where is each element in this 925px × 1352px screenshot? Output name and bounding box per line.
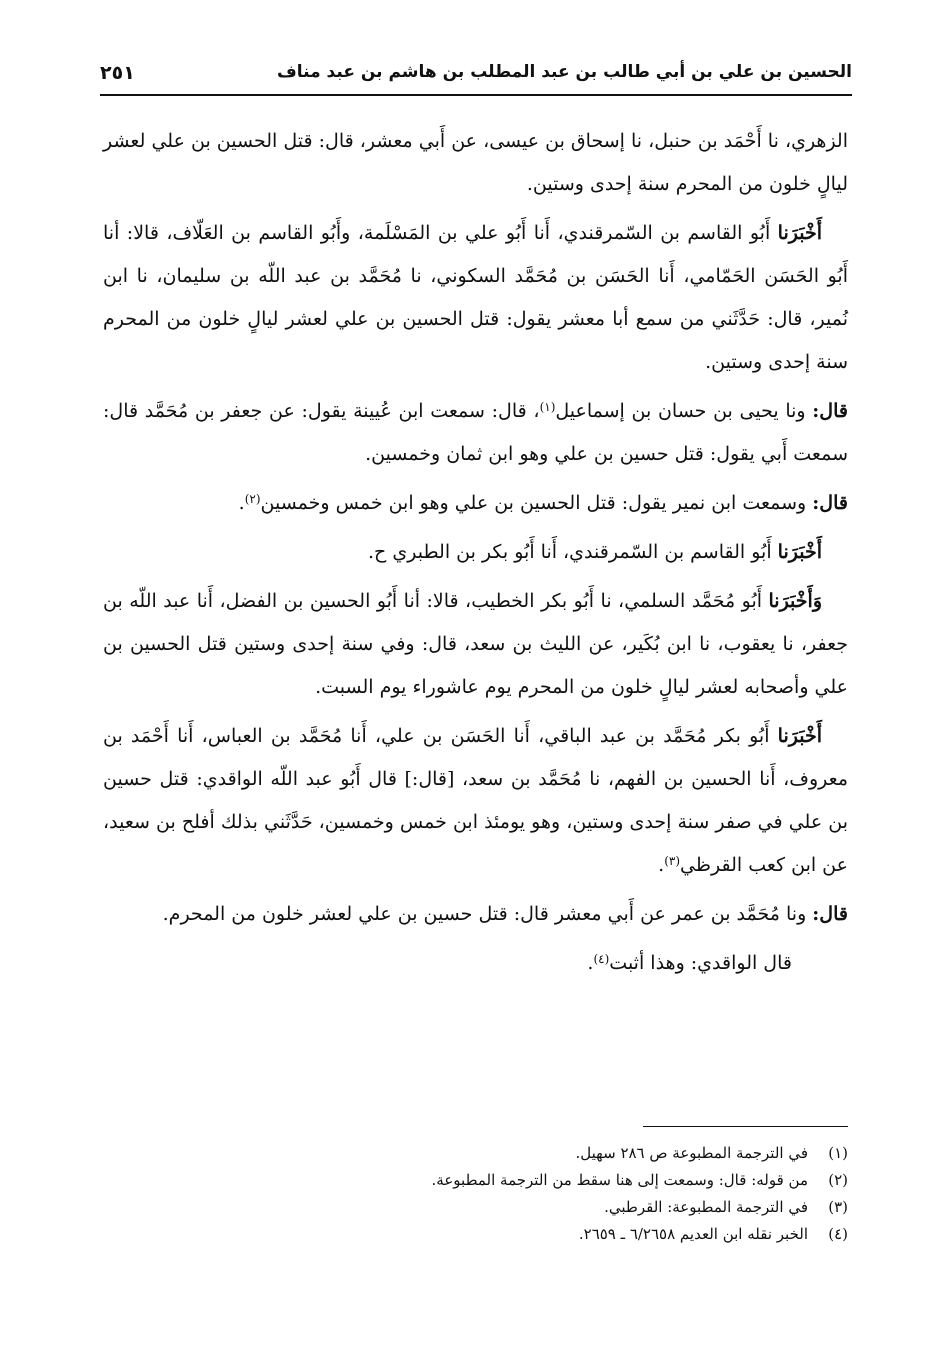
paragraph-text: . (587, 952, 594, 974)
paragraph-text: ونا مُحَمَّد بن عمر عن أَبي معشر قال: قتل حسين بن علي لعشر خلون من المحرم. (162, 903, 807, 925)
paragraph-6 (103, 580, 848, 709)
footnotes (300, 1140, 848, 1248)
paragraph-lead: أَخْبَرَنا (777, 725, 822, 747)
paragraph-lead: قال: (812, 400, 848, 422)
footnote-item (300, 1194, 848, 1221)
paragraph-5 (103, 531, 848, 574)
footnote-marker[interactable]: (٤) (593, 952, 610, 966)
footnote-marker[interactable]: (٣) (664, 854, 681, 868)
paragraph-text: أَبُو القاسم بن السّمرقندي، أَنا أَبُو بكر بن الطبري ح. (368, 541, 772, 563)
paragraph-text: قال الواقدي: وهذا أثبت (609, 952, 792, 974)
paragraph-8 (103, 893, 848, 936)
paragraph-text: أَبُو القاسم بن السّمرقندي، أَنا أَبُو علي بن المَسْلَمة، وأَبُو القاسم بن العَلّاف، قالا: أنا أَبُو الحَسَن الحَمّامي، أَنا الحَسَن بن مُحَمَّد السكوني، نا مُحَمَّد بن عبد اللّه بن سليمان، نا ابن نُمير، قال: حَدَّثَني من سمع أبا معشر يقول: قتل الحسين بن علي لعشر ليالٍ خلون من المحرم سنة إحدى وستين. (103, 222, 848, 373)
paragraph-text: ، قال: سمعت ابن عُيينة يقول: عن جعفر بن مُحَمَّد قال: سمعت أَبي يقول: قتل حسين بن علي وهو ابن ثمان وخمسين. (103, 400, 848, 465)
footnote-number: (٤) (828, 1225, 848, 1243)
paragraph-lead: أَخْبَرَنا (777, 222, 822, 244)
paragraph-2 (103, 212, 848, 384)
running-header-title: الحسين بن علي بن أبي طالب بن عبد المطلب بن هاشم بن عبد مناف (277, 62, 852, 82)
paragraph-lead: قال: (812, 903, 848, 925)
paragraph-4 (103, 482, 848, 525)
paragraph-text: وسمعت ابن نمير يقول: قتل الحسين بن علي وهو ابن خمس وخمسين (260, 492, 807, 514)
footnote-text: في الترجمة المطبوعة ص ٢٨٦ سهيل. (575, 1144, 808, 1162)
paragraph-lead: وَأَخْبَرَنا (768, 590, 822, 612)
paragraph-text: أَبُو مُحَمَّد السلمي، نا أَبُو بكر الخطيب، قالا: أنا أَبُو الحسين بن الفضل، أَنا عبد اللّه بن جعفر، نا يعقوب، نا ابن بُكَير، عن الليث بن سعد، قال: وفي سنة إحدى وستين قتل الحسين بن علي وأصحابه لعشر ليالٍ خلون من المحرم يوم عاشوراء يوم السبت. (103, 590, 848, 698)
paragraph-3 (103, 390, 848, 476)
header-divider (100, 94, 852, 96)
footnote-text: الخبر نقله ابن العديم ٦/٢٦٥٨ ـ ٢٦٥٩. (578, 1225, 808, 1243)
footnote-number: (٢) (828, 1171, 848, 1189)
closing-line (103, 942, 848, 985)
paragraph-text: . (658, 854, 665, 876)
paragraph-text: أَبُو بكر مُحَمَّد بن عبد الباقي، أَنا الحَسَن بن علي، أَنا مُحَمَّد بن العباس، أَنا أَحْمَد بن معروف، أَنا الحسين بن الفهم، نا مُحَمَّد بن سعد، [قال:] قال أَبُو عبد اللّه الواقدي: قتل حسين بن علي في صفر سنة إحدى وستين، وهو يومئذ ابن خمس وخمسين، حَدَّثَني بذلك أفلح بن سعيد، عن ابن كعب القرظي (103, 725, 848, 876)
main-text (103, 120, 848, 991)
paragraph-text: . (238, 492, 245, 514)
running-header (100, 58, 852, 94)
paragraph-lead: قال: (812, 492, 848, 514)
paragraph-lead: أَخْبَرَنا (777, 541, 822, 563)
footnote-text: من قوله: قال: وسمعت إلى هنا سقط من الترجمة المطبوعة. (431, 1171, 808, 1189)
footnote-number: (٣) (828, 1198, 848, 1216)
paragraph-1 (103, 120, 848, 206)
paragraph-text: ونا يحيى بن حسان بن إسماعيل (555, 400, 806, 422)
footnote-marker[interactable]: (١) (539, 400, 556, 414)
footnote-item (300, 1140, 848, 1167)
footnote-number: (١) (828, 1144, 848, 1162)
footnote-marker[interactable]: (٢) (244, 492, 261, 506)
paragraph-7 (103, 715, 848, 887)
footnote-text: في الترجمة المطبوعة: القرطبي. (604, 1198, 808, 1216)
paragraph-text: الزهري، نا أَحْمَد بن حنبل، نا إسحاق بن عيسى، عن أَبي معشر، قال: قتل الحسين بن علي لعشر ليالٍ خلون من المحرم سنة إحدى وستين. (103, 130, 849, 195)
footnote-divider (643, 1126, 848, 1127)
footnote-item (300, 1167, 848, 1194)
page-number: ٢٥١ (100, 62, 135, 84)
footnote-item (300, 1221, 848, 1248)
